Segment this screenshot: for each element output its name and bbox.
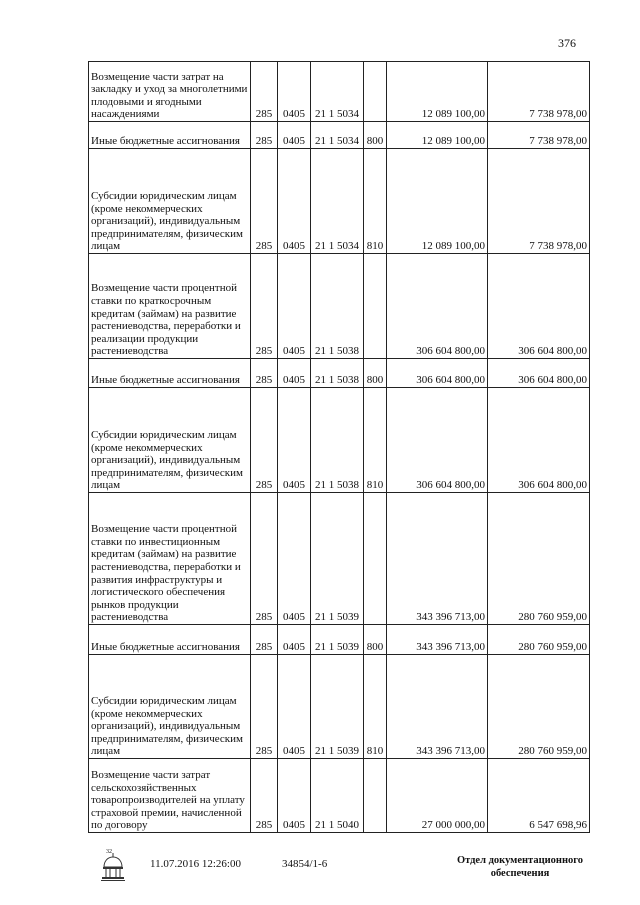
row-sum-approved: 12 089 100,00 [387, 149, 488, 254]
row-ved-code: 285 [251, 625, 278, 655]
row-sum-executed: 280 760 959,00 [488, 625, 590, 655]
budget-table-body [89, 62, 590, 833]
budget-table [88, 61, 590, 833]
row-name: Возмещение части затрат сельскохозяйственных товаропроизводителей на уплату страховой премии, начисленной по договору [89, 759, 251, 833]
row-name: Субсидии юридическим лицам (кроме некоммерческих организаций), индивидуальным предпринимателям, физическим лицам [89, 388, 251, 493]
row-name: Возмещение части процентной ставки по краткосрочным кредитам (займам) на развитие растениеводства, переработки и реализации продукции растениеводства [89, 254, 251, 359]
row-name: Иные бюджетные ассигнования [89, 122, 251, 149]
row-expense-type: 800 [364, 359, 387, 388]
row-sum-executed: 280 760 959,00 [488, 655, 590, 759]
row-expense-type [364, 493, 387, 625]
row-target-code: 21 1 5038 [311, 254, 364, 359]
table-row [89, 149, 590, 254]
row-sum-approved: 343 396 713,00 [387, 625, 488, 655]
table-row [89, 254, 590, 359]
row-ved-code: 285 [251, 359, 278, 388]
row-sum-executed: 6 547 698,96 [488, 759, 590, 833]
row-sum-approved: 343 396 713,00 [387, 493, 488, 625]
row-section-code: 0405 [278, 625, 311, 655]
row-sum-executed: 7 738 978,00 [488, 62, 590, 122]
row-expense-type [364, 62, 387, 122]
row-target-code: 21 1 5039 [311, 493, 364, 625]
table-row [89, 655, 590, 759]
table-row [89, 493, 590, 625]
row-section-code: 0405 [278, 493, 311, 625]
logo-number: 32 [106, 849, 112, 855]
row-ved-code: 285 [251, 759, 278, 833]
row-expense-type [364, 759, 387, 833]
row-ved-code: 285 [251, 254, 278, 359]
row-section-code: 0405 [278, 359, 311, 388]
row-sum-executed: 306 604 800,00 [488, 254, 590, 359]
row-sum-approved: 12 089 100,00 [387, 122, 488, 149]
row-sum-approved: 12 089 100,00 [387, 62, 488, 122]
row-ved-code: 285 [251, 122, 278, 149]
row-expense-type: 810 [364, 655, 387, 759]
row-sum-executed: 306 604 800,00 [488, 388, 590, 493]
table-row [89, 625, 590, 655]
row-target-code: 21 1 5038 [311, 388, 364, 493]
table-row [89, 122, 590, 149]
row-section-code: 0405 [278, 149, 311, 254]
row-section-code: 0405 [278, 122, 311, 149]
row-section-code: 0405 [278, 254, 311, 359]
row-sum-executed: 7 738 978,00 [488, 122, 590, 149]
row-sum-approved: 306 604 800,00 [387, 359, 488, 388]
table-row [89, 759, 590, 833]
footer-doc-code: 34854/1-6 [282, 858, 328, 870]
row-sum-approved: 306 604 800,00 [387, 254, 488, 359]
row-target-code: 21 1 5039 [311, 625, 364, 655]
row-target-code: 21 1 5040 [311, 759, 364, 833]
row-sum-approved: 27 000 000,00 [387, 759, 488, 833]
row-name: Субсидии юридическим лицам (кроме некоммерческих организаций), индивидуальным предпринимателям, физическим лицам [89, 655, 251, 759]
row-name: Иные бюджетные ассигнования [89, 359, 251, 388]
row-ved-code: 285 [251, 149, 278, 254]
row-expense-type [364, 254, 387, 359]
table-row [89, 388, 590, 493]
row-sum-approved: 306 604 800,00 [387, 388, 488, 493]
page-number: 376 [558, 36, 576, 50]
row-sum-approved: 343 396 713,00 [387, 655, 488, 759]
row-ved-code: 285 [251, 388, 278, 493]
row-name: Субсидии юридическим лицам (кроме некоммерческих организаций), индивидуальным предпринимателям, физическим лицам [89, 149, 251, 254]
row-sum-executed: 280 760 959,00 [488, 493, 590, 625]
state-duma-logo-icon [100, 851, 126, 885]
row-expense-type: 800 [364, 625, 387, 655]
row-target-code: 21 1 5034 [311, 149, 364, 254]
row-ved-code: 285 [251, 62, 278, 122]
row-expense-type: 810 [364, 388, 387, 493]
row-ved-code: 285 [251, 493, 278, 625]
footer-datetime: 11.07.2016 12:26:00 [150, 858, 241, 870]
row-section-code: 0405 [278, 62, 311, 122]
row-expense-type: 800 [364, 122, 387, 149]
row-ved-code: 285 [251, 655, 278, 759]
row-target-code: 21 1 5034 [311, 122, 364, 149]
row-target-code: 21 1 5034 [311, 62, 364, 122]
row-name: Иные бюджетные ассигнования [89, 625, 251, 655]
table-row [89, 359, 590, 388]
row-expense-type: 810 [364, 149, 387, 254]
row-name: Возмещение части процентной ставки по инвестиционным кредитам (займам) на развитие растениеводства, переработки и развития инфраструктуры и логистического обеспечения рынков продукции растениеводства [89, 493, 251, 625]
row-section-code: 0405 [278, 759, 311, 833]
row-section-code: 0405 [278, 655, 311, 759]
table-row [89, 62, 590, 122]
row-section-code: 0405 [278, 388, 311, 493]
row-target-code: 21 1 5038 [311, 359, 364, 388]
row-sum-executed: 7 738 978,00 [488, 149, 590, 254]
footer-department: Отдел документационного обеспечения [456, 855, 584, 879]
row-target-code: 21 1 5039 [311, 655, 364, 759]
row-sum-executed: 306 604 800,00 [488, 359, 590, 388]
row-name: Возмещение части затрат на закладку и уход за многолетними плодовыми и ягодными насаждениями [89, 62, 251, 122]
